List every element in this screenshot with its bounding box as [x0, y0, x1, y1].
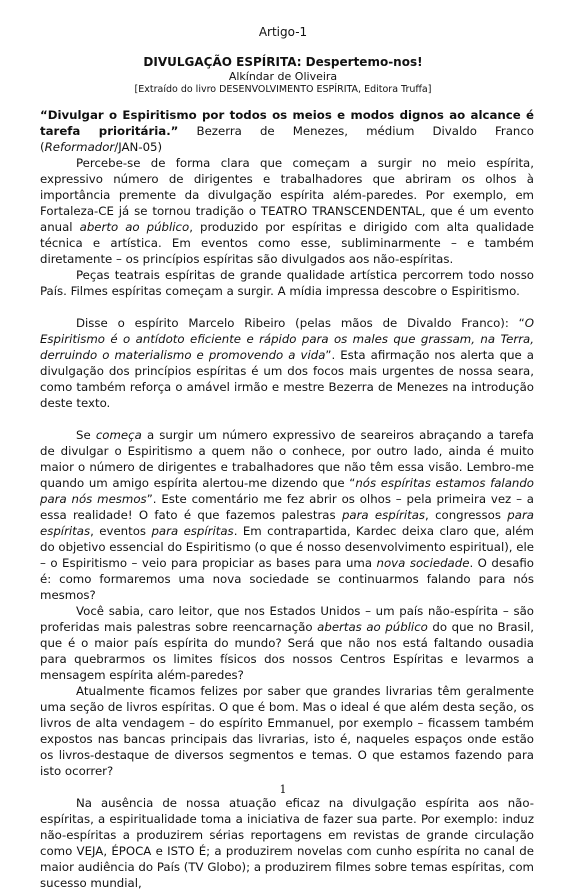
epigraph-source: Reformador: [44, 140, 115, 154]
paragraph: Você sabia, caro leitor, que nos Estados Unidos – um país não-espírita – são proferidas mais palestras sobre reencarnação abertas ao público do que no Brasil, que é o maior país espírita do mundo? Será que não nos está faltando ousadia para quebrarmos os limites físicos dos nossos Centros Espíritas e levarmos a mensagem espírita além-paredes?: [40, 604, 534, 682]
paragraph: Percebe-se de forma clara que começam a surgir no meio espírita, expressivo número de dirigentes e trabalhadores que abriram os olhos à importância premente da divulgação espírita além-paredes. Por exemplo, em Fortaleza-CE já se tornou tradição o TEATRO TRANSCENDENTAL, que é um evento anual aberto ao público, produzido por espíritas e dirigido com alta qualidade técnica e artística. Em eventos como esse, subliminarmente – e também diretamente – os princípios espíritas são divulgados aos não-espíritas.: [40, 156, 534, 266]
article-source: [Extraído do livro DESENVOLVIMENTO ESPÍRITA, Editora Truffa]: [134, 84, 432, 95]
paragraph: Na ausência de nossa atuação eficaz na divulgação espírita aos não-espíritas, a espiritualidade toma a iniciativa de fazer sua parte. Por exemplo: induz não-espíritas a produzirem sérias reportagens em revistas de grande circulação como VEJA, ÉPOCA e ISTO É; a produzirem novelas com cunho espírita no canal de maior audiência do País (TV Globo); a produzirem filmes sobre temas espíritas, com sucesso mundial,: [40, 796, 534, 890]
article-author: Alkíndar de Oliveira: [228, 70, 338, 83]
paragraph: Peças teatrais espíritas de grande qualidade artística percorrem todo nosso País. Filmes espíritas começam a surgir. A mídia impressa descobre o Espiritismo.: [40, 268, 534, 298]
paragraph: Atualmente ficamos felizes por saber que grandes livrarias têm geralmente uma seção de livros espíritas. O que é bom. Mas o ideal é que além desta seção, os livros de alta vendagem – do espírito Emmanuel, por exemplo – ficassem também expostos nas bancas principais das livrarias, isto é, naqueles espaços onde estão os livros-destaque de diversos segmentos e temas. O que estamos fazendo para isto ocorrer?: [40, 684, 534, 778]
epigraph-source-date: /JAN-05): [114, 140, 163, 154]
page-number: 1: [279, 783, 287, 796]
article-label: Artigo-1: [258, 25, 308, 39]
article-body: [40, 155, 534, 891]
epigraph: [40, 107, 534, 155]
paragraph: Se começa a surgir um número expressivo de seareiros abraçando a tarefa de divulgar o Espiritismo a quem não o conhece, por outro lado, ainda é muito maior o número de dirigentes e trabalhadores que não têm essa visão. Lembro-me quando um amigo espírita alertou-me dizendo que “nós espíritas estamos falando para nós mesmos”. Este comentário me fez abrir os olhos – pela primeira vez – a essa realidade! O fato é que fazemos palestras para espíritas, congressos para espíritas, eventos para espíritas. Em contrapartida, Kardec deixa claro que, além do objetivo essencial do Espiritismo (o que é nosso desenvolvimento espiritual), ele – o Espiritismo – veio para propiciar as bases para uma nova sociedade. O desafio é: como formaremos uma nova sociedade se continuarmos falando para nós mesmos?: [40, 428, 535, 602]
quote-block: [40, 107, 534, 155]
paragraph: Disse o espírito Marcelo Ribeiro (pelas mãos de Divaldo Franco): “O Espiritismo é o antídoto eficiente e rápido para os males que grassam, na Terra, derruindo o materialismo e promovendo a vida”. Esta afirmação nos alerta que a divulgação dos princípios espíritas é um dos focos mais urgentes de nossa seara, como também reforça o amável irmão e mestre Bezerra de Menezes na introdução deste texto.: [40, 316, 534, 410]
epigraph-attribution: Bezerra de Menezes, médium Divaldo Franco (: [40, 124, 535, 154]
epigraph-text: “Divulgar o Espiritismo por todos os meios e modos dignos ao alcance é tarefa prioritária.”: [40, 108, 534, 138]
article-title: DIVULGAÇÃO ESPÍRITA: Despertemo-nos!: [143, 55, 423, 69]
